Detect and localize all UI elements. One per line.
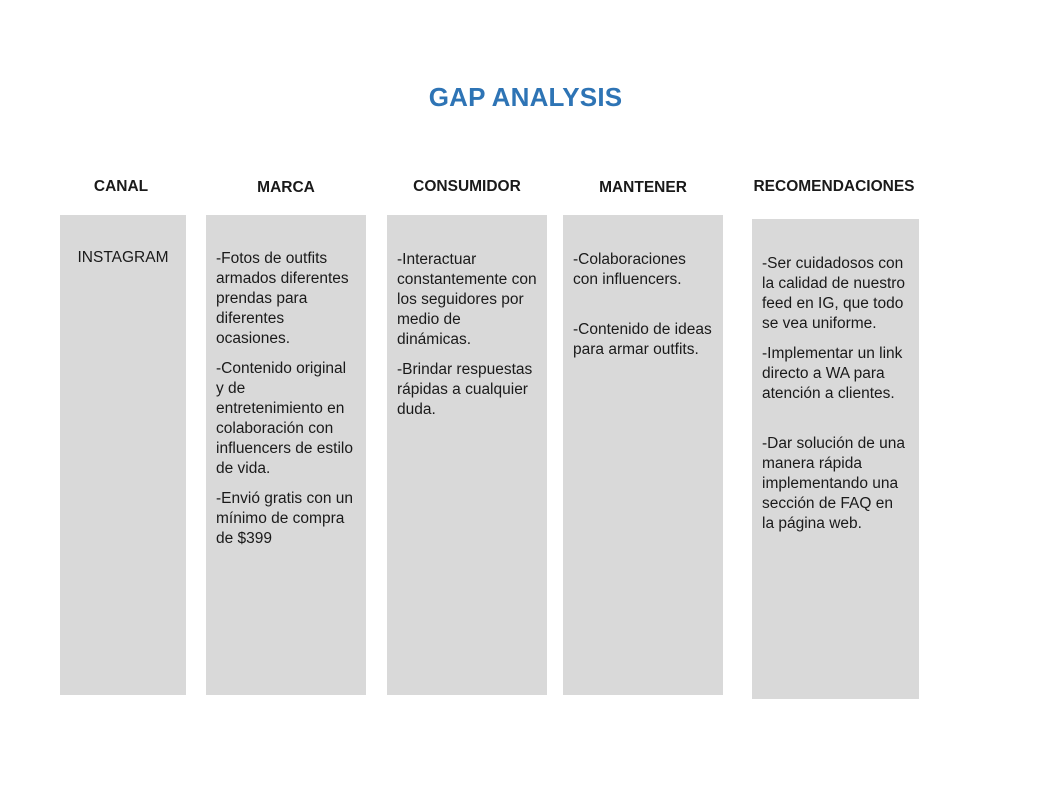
header-marca: MARCA [257, 179, 315, 196]
header-canal: CANAL [93, 178, 149, 195]
panel-mantener [563, 215, 723, 695]
panel-item: -Colaboraciones con influencers. [573, 251, 686, 288]
panel-item: -Contenido de ideas para armar outfits. [573, 321, 712, 358]
panel-item: -Dar solución de una manera rápida implementando una sección de FAQ en la página web. [762, 435, 906, 532]
page-title: GAP ANALYSIS [428, 82, 623, 112]
panel-item: INSTAGRAM [77, 249, 169, 266]
panel-item: -Implementar un link directo a WA para atención a clientes. [762, 345, 903, 402]
panel-item: -Interactuar constantemente con los seguidores por medio de dinámicas. [397, 251, 537, 348]
panel-item: -Contenido original y de entretenimiento en colaboración con influencers de estilo de vida. [216, 360, 353, 477]
header-consumidor: CONSUMIDOR [413, 178, 521, 195]
panel-recomendaciones [752, 219, 919, 699]
panel-item: -Envió gratis con un mínimo de compra de $399 [216, 490, 353, 547]
panel-marca [206, 215, 366, 695]
panel-consumidor [387, 215, 547, 695]
header-recomendaciones: RECOMENDACIONES [753, 178, 915, 195]
panel-canal [60, 215, 186, 695]
panel-item: -Brindar respuestas rápidas a cualquier duda. [397, 361, 533, 418]
panel-item: -Fotos de outfits armados diferentes prendas para diferentes ocasiones. [216, 250, 349, 347]
panel-item: -Ser cuidadosos con la calidad de nuestro feed en IG, que todo se vea uniforme. [762, 255, 906, 332]
header-mantener: MANTENER [599, 179, 687, 196]
